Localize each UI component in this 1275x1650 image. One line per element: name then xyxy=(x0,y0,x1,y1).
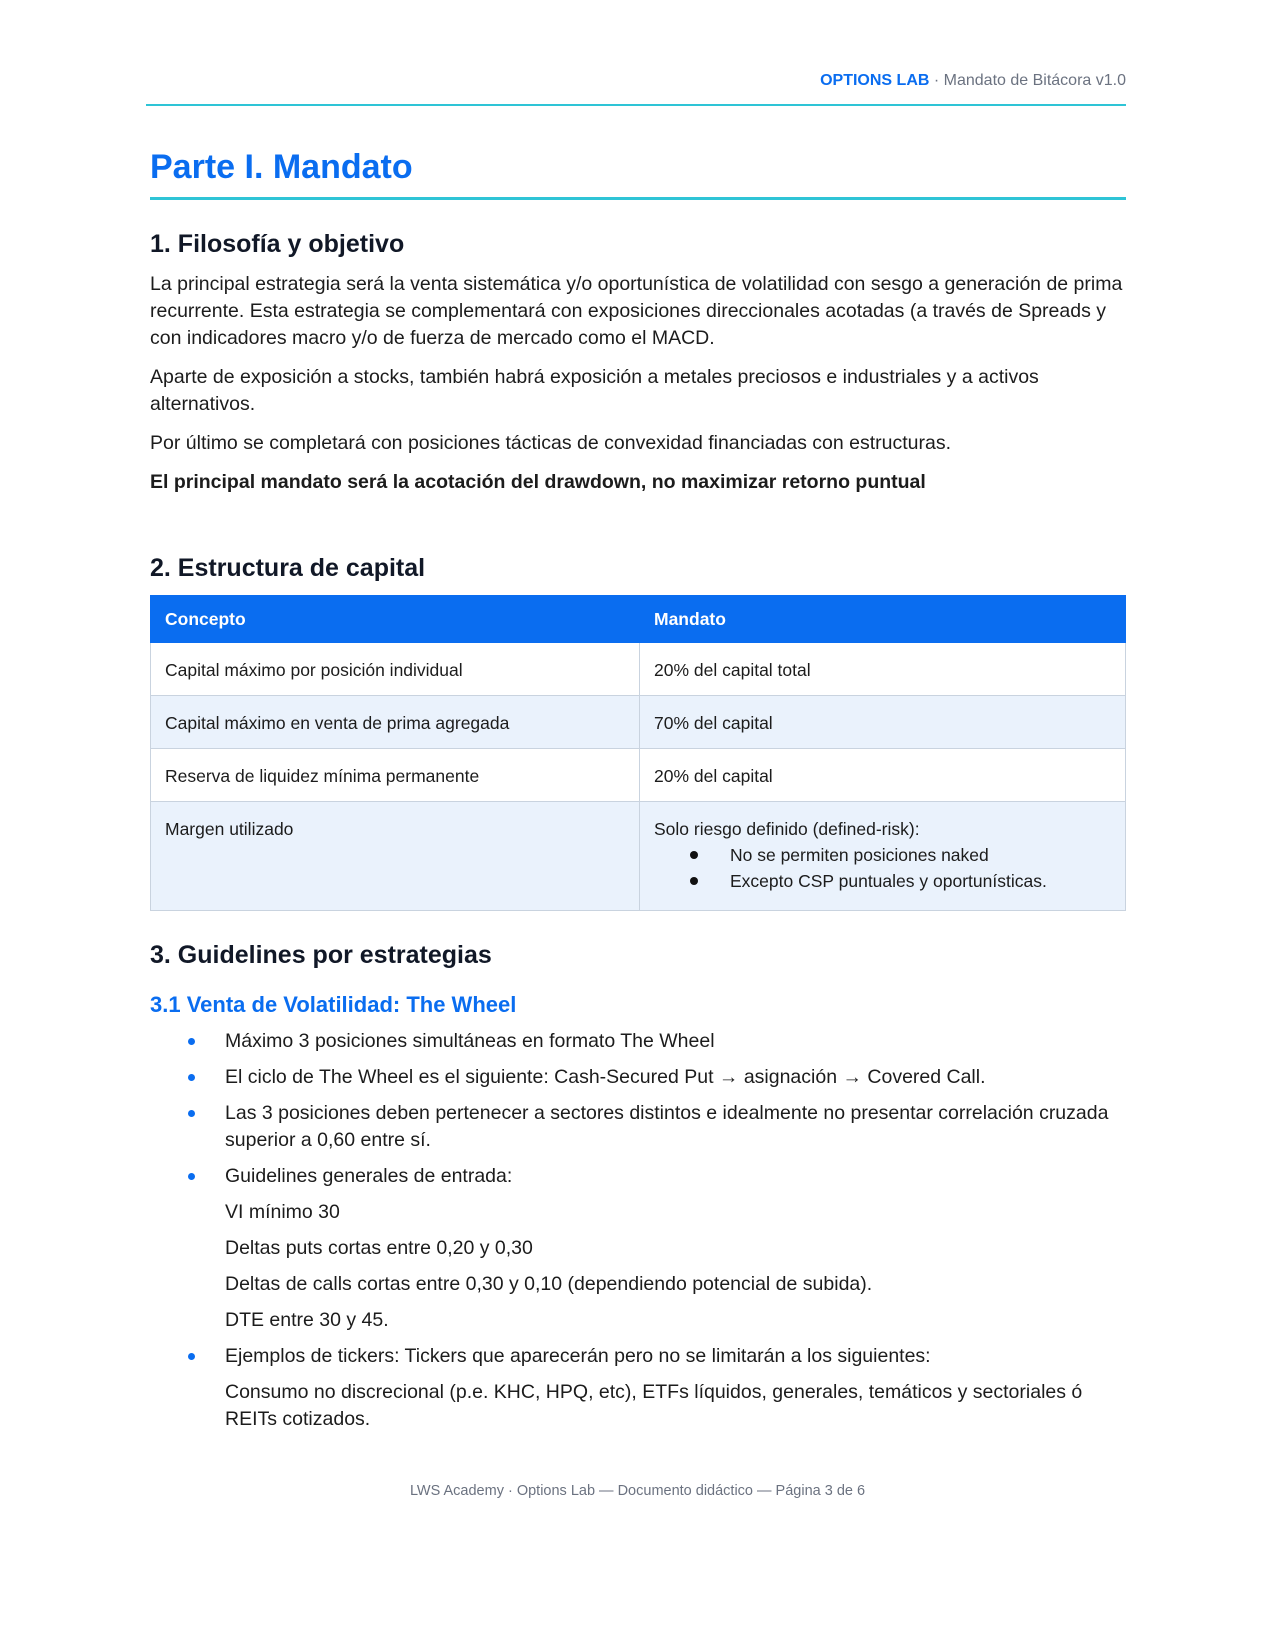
margin-bullet-list xyxy=(654,842,1111,894)
part-title: Parte I. Mandato xyxy=(150,148,1126,200)
header-separator: · xyxy=(929,72,944,89)
list-item: No se permiten posiciones naked xyxy=(690,842,1111,868)
table-row xyxy=(151,802,1126,911)
running-header xyxy=(146,72,1126,90)
header-brand: OPTIONS LAB xyxy=(820,72,930,89)
entry-line: Deltas de calls cortas entre 0,30 y 0,10 (dependiendo potencial de subida). xyxy=(225,1273,873,1295)
section-1-heading: 1. Filosofía y objetivo xyxy=(150,230,405,258)
entry-line: VI mínimo 30 xyxy=(225,1201,340,1223)
table-header-row xyxy=(151,596,1126,643)
page-footer: LWS Academy · Options Lab — Documento didáctico — Página 3 de 6 xyxy=(409,1483,866,1499)
section-1-paragraph-2: Aparte de exposición a stocks, también habrá exposición a metales preciosos e industriales y a activos alternativos. xyxy=(150,366,1039,415)
entry-line: DTE entre 30 y 45. xyxy=(225,1309,389,1331)
wheel-bullet-list xyxy=(150,1028,1126,1433)
table-cell: Capital máximo por posición individual xyxy=(151,643,640,696)
list-item-entry-guidelines xyxy=(150,1163,1126,1334)
list-item: Excepto CSP puntuales y oportunísticas. xyxy=(690,868,1111,894)
page-content xyxy=(150,148,1126,1442)
table-cell: Capital máximo en venta de prima agregada xyxy=(151,696,640,749)
table-cell: Margen utilizado xyxy=(151,802,640,911)
list-item-label: Ejemplos de tickers: Tickers que aparecerán pero no se limitarán a los siguientes: xyxy=(225,1345,931,1367)
table-cell: 70% del capital xyxy=(640,696,1126,749)
list-item-tickers xyxy=(150,1343,1126,1433)
list-item: Las 3 posiciones deben pertenecer a sectores distintos e idealmente no presentar correlación cruzada superior a 0,60 entre sí. xyxy=(150,1100,1126,1154)
table-cell: 20% del capital total xyxy=(640,643,1126,696)
table-header-mandato: Mandato xyxy=(640,596,1126,643)
list-item: El ciclo de The Wheel es el siguiente: Cash-Secured Put → asignación → Covered Call. xyxy=(150,1064,1126,1091)
list-item: Máximo 3 posiciones simultáneas en formato The Wheel xyxy=(150,1028,1126,1055)
section-1-mandate-statement: El principal mandato será la acotación del drawdown, no maximizar retorno puntual xyxy=(150,471,926,493)
margin-cell-text: Solo riesgo definido (defined-risk): xyxy=(654,819,920,839)
table-row xyxy=(151,749,1126,802)
capital-structure-table xyxy=(150,595,1126,911)
table-cell: Reserva de liquidez mínima permanente xyxy=(151,749,640,802)
table-cell: 20% del capital xyxy=(640,749,1126,802)
section-1-paragraph-3: Por último se completará con posiciones tácticas de convexidad financiadas con estructuras. xyxy=(150,432,952,454)
section-1-paragraph-1: La principal estrategia será la venta sistemática y/o oportunística de volatilidad con sesgo a generación de prima recurrente. Esta estrategia se complementará con exposiciones direccionales acotadas (a través de Spreads y con indicadores macro y/o de fuerza de mercado como el MACD. xyxy=(150,273,1123,349)
tickers-line: Consumo no discrecional (p.e. KHC, HPQ, etc), ETFs líquidos, generales, temáticos y sectoriales ó REITs cotizados. xyxy=(225,1381,1083,1430)
table-header-concepto: Concepto xyxy=(151,596,640,643)
table-row xyxy=(151,696,1126,749)
table-cell-margin xyxy=(640,802,1126,911)
header-rule xyxy=(146,104,1126,106)
list-item-label: Guidelines generales de entrada: xyxy=(225,1165,513,1187)
table-row xyxy=(151,643,1126,696)
entry-line: Deltas puts cortas entre 0,20 y 0,30 xyxy=(225,1237,533,1259)
header-doc-title: Mandato de Bitácora v1.0 xyxy=(943,72,1126,89)
section-3-heading: 3. Guidelines por estrategias xyxy=(150,941,492,969)
subsection-3-1-heading: 3.1 Venta de Volatilidad: The Wheel xyxy=(150,992,517,1017)
section-2-heading: 2. Estructura de capital xyxy=(150,554,426,582)
